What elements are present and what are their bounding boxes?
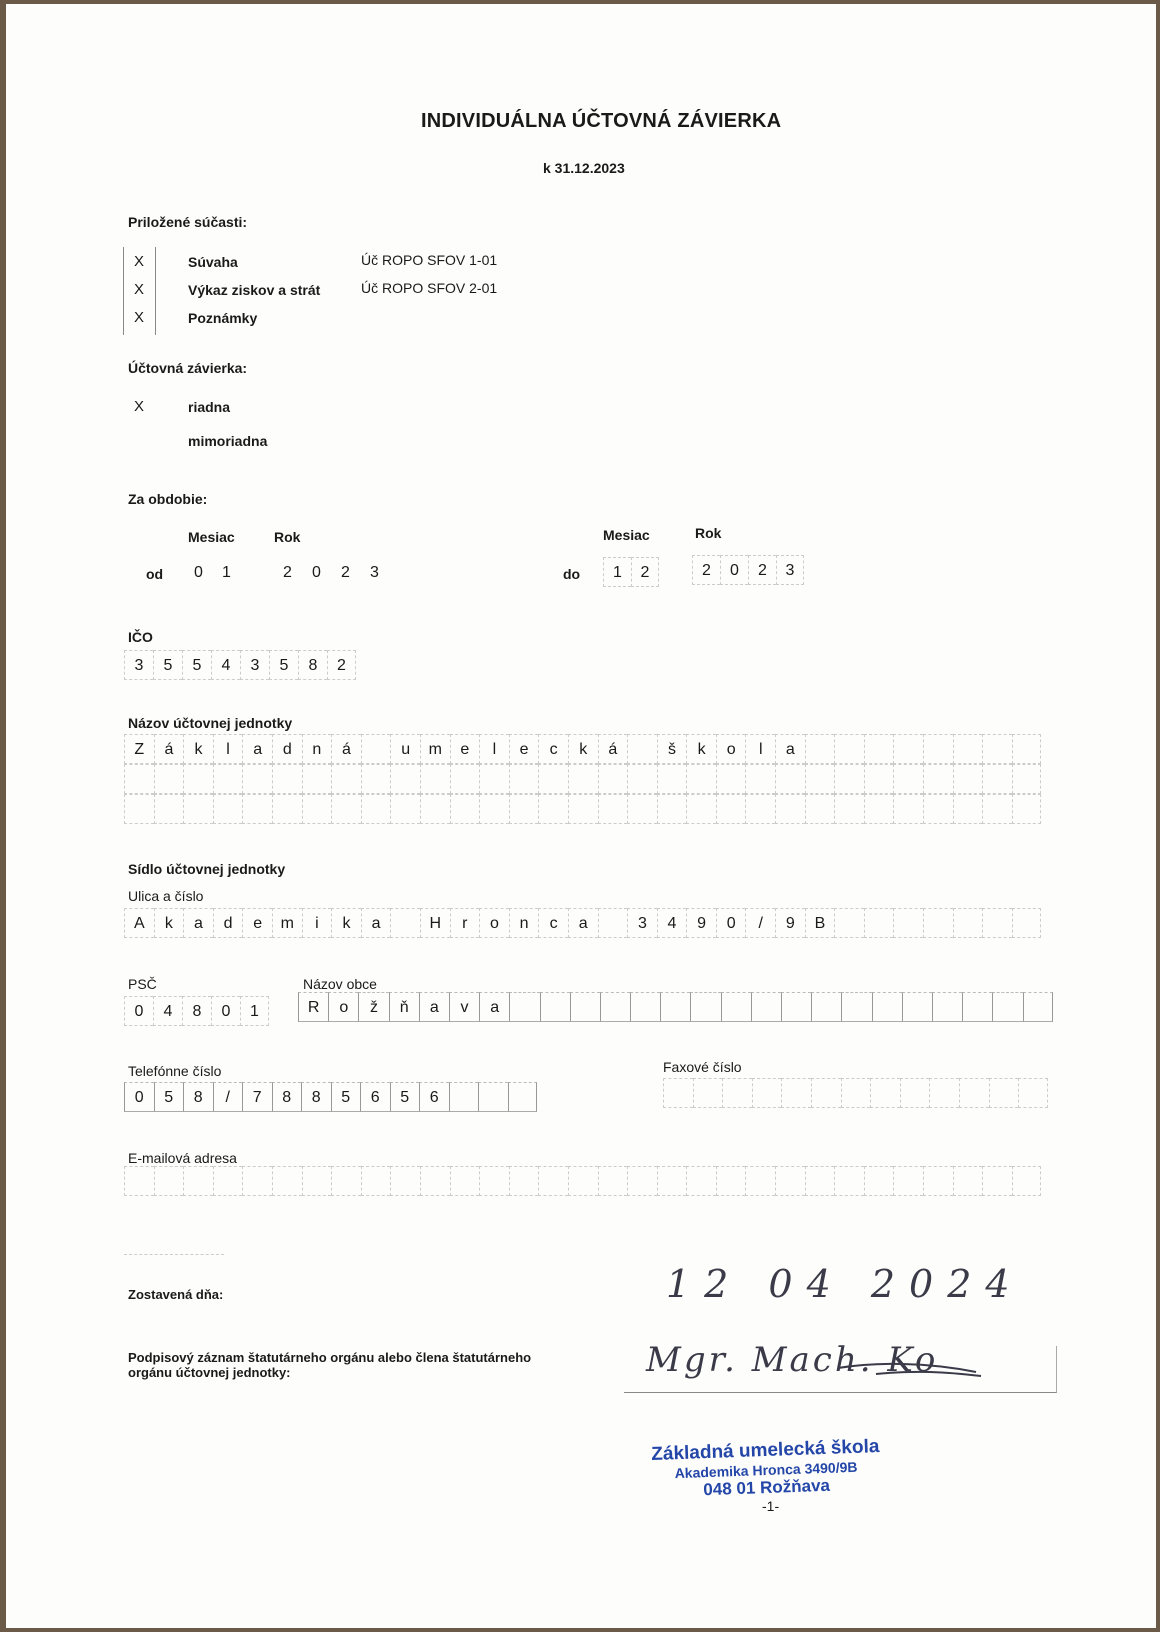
entity-name-cell[interactable] [775, 794, 805, 824]
entity-name-cell[interactable]: á [598, 734, 628, 764]
stamp-line-2: Akademika Hronca 3490/9B [674, 1458, 858, 1482]
entity-name-cell[interactable] [686, 764, 716, 794]
to-year-digit[interactable]: 2 [748, 555, 776, 585]
closing-label: Účtovná závierka: [128, 360, 248, 376]
street-cell[interactable] [923, 908, 953, 938]
entity-name-label: Názov účtovnej jednotky [128, 715, 293, 731]
entity-name-cell[interactable] [420, 794, 450, 824]
entity-name-cell[interactable] [745, 794, 775, 824]
ico-digit[interactable]: 5 [269, 650, 298, 680]
entity-name-cell[interactable]: n [302, 734, 332, 764]
street-cell[interactable]: r [450, 908, 480, 938]
psc-label: PSČ [128, 976, 157, 992]
entity-name-cell[interactable] [716, 764, 746, 794]
entity-name-cell[interactable] [538, 794, 568, 824]
attachment-code: Úč ROPO SFOV 1-01 [361, 252, 498, 268]
entity-name-cell[interactable] [893, 734, 923, 764]
entity-name-cell[interactable] [864, 794, 894, 824]
email-cell[interactable] [302, 1166, 332, 1196]
phone-cell[interactable]: 8 [183, 1082, 213, 1112]
city-cell[interactable]: ž [358, 992, 388, 1022]
phone-cell[interactable]: 5 [331, 1082, 361, 1112]
entity-name-cell[interactable]: d [272, 734, 302, 764]
fax-cell[interactable] [929, 1078, 959, 1108]
city-cell[interactable] [902, 992, 932, 1022]
city-cell[interactable]: a [479, 992, 509, 1022]
email-cell[interactable] [538, 1166, 568, 1196]
city-cell[interactable]: R [298, 992, 328, 1022]
entity-name-cell[interactable] [124, 764, 154, 794]
city-cell[interactable]: v [449, 992, 479, 1022]
city-cell[interactable] [509, 992, 539, 1022]
entity-name-cell[interactable] [627, 734, 657, 764]
entity-name-cell[interactable] [657, 794, 687, 824]
entity-name-cell[interactable] [361, 764, 391, 794]
city-cell[interactable] [630, 992, 660, 1022]
email-cell[interactable] [923, 1166, 953, 1196]
email-cell[interactable] [479, 1166, 509, 1196]
compiled-divider [124, 1254, 224, 1255]
street-cell[interactable]: a [361, 908, 391, 938]
city-cell[interactable]: a [419, 992, 449, 1022]
email-cell[interactable] [361, 1166, 391, 1196]
regular-label: riadna [188, 399, 231, 415]
entity-name-cell[interactable]: k [568, 734, 598, 764]
attachment-checkbox[interactable]: X [133, 253, 144, 270]
seat-label: Sídlo účtovnej jednotky [128, 861, 286, 877]
entity-name-cell[interactable]: á [154, 734, 184, 764]
street-cell[interactable] [864, 908, 894, 938]
entity-name-cell[interactable]: a [775, 734, 805, 764]
entity-name-row-2 [124, 764, 1041, 794]
email-cell[interactable] [183, 1166, 213, 1196]
entity-name-cell[interactable] [953, 794, 983, 824]
to-month-digit[interactable]: 1 [603, 557, 631, 587]
signature-label: Podpisový záznam štatutárneho orgánu alebo člena štatutárneho orgánu účtovnej jednotky: [128, 1350, 532, 1380]
to-year-grid [692, 555, 804, 585]
entity-name-cell[interactable] [124, 794, 154, 824]
entity-name-cell[interactable] [864, 764, 894, 794]
street-cell[interactable]: B [805, 908, 835, 938]
city-cell[interactable] [660, 992, 690, 1022]
email-cell[interactable] [509, 1166, 539, 1196]
from-year-digit[interactable]: 2 [341, 564, 350, 581]
psc-grid [124, 996, 269, 1026]
phone-grid [124, 1082, 537, 1112]
from-month-digit[interactable]: 0 [194, 564, 203, 581]
city-cell[interactable] [992, 992, 1022, 1022]
street-cell[interactable]: i [302, 908, 332, 938]
ico-digit[interactable]: 3 [240, 650, 269, 680]
street-cell[interactable] [982, 908, 1012, 938]
entity-name-cell[interactable] [361, 794, 391, 824]
psc-cell[interactable]: 1 [240, 996, 269, 1026]
street-cell[interactable] [390, 908, 420, 938]
email-cell[interactable] [893, 1166, 923, 1196]
entity-name-cell[interactable]: l [479, 734, 509, 764]
attachment-checkbox[interactable]: X [133, 309, 144, 326]
street-cell[interactable]: 9 [775, 908, 805, 938]
city-cell[interactable]: ň [389, 992, 419, 1022]
street-cell[interactable]: 9 [686, 908, 716, 938]
period-label: Za obdobie: [128, 491, 208, 507]
fax-cell[interactable] [841, 1078, 871, 1108]
street-cell[interactable]: k [154, 908, 184, 938]
entity-name-cell[interactable] [479, 764, 509, 794]
entity-name-cell[interactable] [982, 764, 1012, 794]
fax-cell[interactable] [811, 1078, 841, 1108]
city-cell[interactable] [600, 992, 630, 1022]
street-cell[interactable]: 4 [657, 908, 687, 938]
psc-cell[interactable]: 8 [182, 996, 211, 1026]
to-month-label: Mesiac [603, 527, 650, 543]
compiled-label: Zostavená dňa: [128, 1287, 224, 1302]
extraordinary-label: mimoriadna [188, 433, 268, 449]
entity-name-cell[interactable] [864, 734, 894, 764]
entity-name-cell[interactable] [509, 764, 539, 794]
email-cell[interactable] [242, 1166, 272, 1196]
email-cell[interactable] [982, 1166, 1012, 1196]
email-cell[interactable] [775, 1166, 805, 1196]
street-cell[interactable]: k [331, 908, 361, 938]
signature: Mgr. Mach. Ko [646, 1340, 939, 1380]
from-label: od [146, 566, 164, 582]
from-year-digit[interactable]: 3 [370, 564, 379, 581]
entity-name-cell[interactable] [479, 794, 509, 824]
email-cell[interactable] [450, 1166, 480, 1196]
email-cell[interactable] [213, 1166, 243, 1196]
entity-name-cell[interactable] [775, 764, 805, 794]
entity-name-cell[interactable]: k [686, 734, 716, 764]
fax-grid [663, 1078, 1048, 1108]
attachment-code: Úč ROPO SFOV 2-01 [361, 280, 498, 296]
entity-name-cell[interactable]: m [420, 734, 450, 764]
entity-name-cell[interactable]: e [509, 734, 539, 764]
phone-cell[interactable] [478, 1082, 508, 1112]
entity-name-cell[interactable] [598, 794, 628, 824]
entity-name-cell[interactable] [923, 794, 953, 824]
email-cell[interactable] [124, 1166, 154, 1196]
entity-name-cell[interactable]: a [242, 734, 272, 764]
phone-cell[interactable]: 5 [154, 1082, 184, 1112]
email-cell[interactable] [953, 1166, 983, 1196]
phone-cell[interactable]: 5 [390, 1082, 420, 1112]
fax-cell[interactable] [1018, 1078, 1048, 1108]
entity-name-cell[interactable] [834, 794, 864, 824]
entity-name-cell[interactable] [213, 794, 243, 824]
entity-name-row-1 [124, 734, 1041, 764]
entity-name-cell[interactable] [834, 764, 864, 794]
entity-name-cell[interactable] [213, 764, 243, 794]
entity-name-cell[interactable] [420, 764, 450, 794]
fax-cell[interactable] [663, 1078, 693, 1108]
to-year-digit[interactable]: 0 [720, 555, 748, 585]
to-year-digit[interactable]: 3 [776, 555, 804, 585]
entity-name-cell[interactable] [982, 734, 1012, 764]
city-cell[interactable] [1023, 992, 1053, 1022]
street-cell[interactable] [834, 908, 864, 938]
entity-name-cell[interactable] [686, 794, 716, 824]
to-year-digit[interactable]: 2 [692, 555, 720, 585]
street-cell[interactable]: c [538, 908, 568, 938]
entity-name-cell[interactable] [272, 764, 302, 794]
stamp-line-3: 048 01 Rožňava [703, 1475, 831, 1500]
fax-label: Faxové číslo [663, 1059, 742, 1075]
email-cell[interactable] [745, 1166, 775, 1196]
entity-name-cell[interactable] [657, 764, 687, 794]
fax-cell[interactable] [870, 1078, 900, 1108]
ico-digit[interactable]: 4 [211, 650, 240, 680]
entity-name-cell[interactable] [598, 764, 628, 794]
city-cell[interactable] [841, 992, 871, 1022]
phone-cell[interactable]: 6 [360, 1082, 390, 1112]
street-cell[interactable]: H [420, 908, 450, 938]
fax-cell[interactable] [900, 1078, 930, 1108]
street-cell[interactable] [1012, 908, 1042, 938]
from-year-digit[interactable]: 2 [283, 564, 292, 581]
street-cell[interactable]: e [242, 908, 272, 938]
entity-name-cell[interactable] [154, 764, 184, 794]
entity-name-cell[interactable] [893, 764, 923, 794]
entity-name-cell[interactable] [627, 764, 657, 794]
ico-digit[interactable]: 5 [153, 650, 182, 680]
attachment-checkbox[interactable]: X [133, 281, 144, 298]
psc-cell[interactable]: 0 [211, 996, 240, 1026]
street-cell[interactable]: m [272, 908, 302, 938]
entity-name-cell[interactable] [509, 794, 539, 824]
ico-digit[interactable]: 5 [182, 650, 211, 680]
phone-label: Telefónne číslo [128, 1063, 222, 1079]
entity-name-cell[interactable]: e [450, 734, 480, 764]
email-cell[interactable] [568, 1166, 598, 1196]
ico-digit[interactable]: 2 [327, 650, 356, 680]
phone-cell[interactable]: 6 [419, 1082, 449, 1112]
entity-name-cell[interactable] [242, 764, 272, 794]
compiled-date[interactable]: 12 04 2024 [666, 1262, 1024, 1306]
to-year-label: Rok [695, 525, 722, 541]
from-month-label: Mesiac [188, 529, 235, 545]
fax-cell[interactable] [781, 1078, 811, 1108]
city-cell[interactable] [751, 992, 781, 1022]
street-cell[interactable]: / [745, 908, 775, 938]
email-cell[interactable] [686, 1166, 716, 1196]
street-cell[interactable]: d [213, 908, 243, 938]
street-cell[interactable]: A [124, 908, 154, 938]
to-month-digit[interactable]: 2 [631, 557, 659, 587]
from-year-digit[interactable]: 0 [312, 564, 321, 581]
city-cell[interactable] [811, 992, 841, 1022]
street-label: Ulica a číslo [128, 888, 204, 904]
email-cell[interactable] [657, 1166, 687, 1196]
email-cell[interactable] [598, 1166, 628, 1196]
city-cell[interactable] [932, 992, 962, 1022]
entity-name-cell[interactable] [450, 764, 480, 794]
regular-checkbox[interactable]: X [133, 398, 144, 415]
document-page [6, 4, 1156, 1628]
entity-name-cell[interactable]: o [716, 734, 746, 764]
entity-name-cell[interactable] [331, 794, 361, 824]
entity-name-cell[interactable] [716, 794, 746, 824]
email-cell[interactable] [154, 1166, 184, 1196]
city-grid [298, 992, 1053, 1022]
entity-name-cell[interactable] [982, 794, 1012, 824]
ico-grid [124, 650, 356, 680]
city-cell[interactable] [872, 992, 902, 1022]
email-grid [124, 1166, 1041, 1196]
entity-name-cell[interactable]: l [745, 734, 775, 764]
street-cell[interactable]: o [479, 908, 509, 938]
email-cell[interactable] [1012, 1166, 1042, 1196]
entity-name-cell[interactable] [953, 734, 983, 764]
street-cell[interactable] [953, 908, 983, 938]
attachment-name: Súvaha [188, 254, 238, 270]
entity-name-cell[interactable] [361, 734, 391, 764]
phone-cell[interactable]: 8 [301, 1082, 331, 1112]
entity-name-cell[interactable] [183, 794, 213, 824]
entity-name-cell[interactable] [805, 734, 835, 764]
ico-digit[interactable]: 3 [124, 650, 153, 680]
entity-name-cell[interactable] [745, 764, 775, 794]
email-cell[interactable] [805, 1166, 835, 1196]
email-cell[interactable] [331, 1166, 361, 1196]
ico-label: IČO [128, 629, 153, 645]
city-cell[interactable] [690, 992, 720, 1022]
stamp-line-1: Základná umelecká škola [650, 1436, 880, 1465]
city-cell[interactable] [962, 992, 992, 1022]
entity-name-cell[interactable] [953, 764, 983, 794]
city-cell[interactable]: o [328, 992, 358, 1022]
fax-cell[interactable] [722, 1078, 752, 1108]
fax-cell[interactable] [693, 1078, 723, 1108]
fax-cell[interactable] [752, 1078, 782, 1108]
street-cell[interactable]: n [509, 908, 539, 938]
attachment-name: Výkaz ziskov a strát [188, 282, 321, 298]
attachment-name: Poznámky [188, 310, 258, 326]
phone-cell[interactable]: 0 [124, 1082, 154, 1112]
from-year-label: Rok [274, 529, 301, 545]
street-cell[interactable]: 3 [627, 908, 657, 938]
entity-name-cell[interactable] [1012, 794, 1042, 824]
email-cell[interactable] [420, 1166, 450, 1196]
entity-name-cell[interactable] [390, 794, 420, 824]
document-date: k 31.12.2023 [543, 160, 625, 176]
city-cell[interactable] [570, 992, 600, 1022]
street-cell[interactable]: a [183, 908, 213, 938]
psc-cell[interactable]: 4 [153, 996, 182, 1026]
entity-name-cell[interactable]: u [390, 734, 420, 764]
document-title: INDIVIDUÁLNA ÚČTOVNÁ ZÁVIERKA [421, 110, 782, 132]
email-label: E-mailová adresa [128, 1150, 237, 1166]
entity-name-cell[interactable] [1012, 764, 1042, 794]
street-grid [124, 908, 1041, 938]
signature-flourish [836, 1354, 986, 1384]
attachments-label: Priložené súčasti: [128, 214, 248, 230]
email-cell[interactable] [864, 1166, 894, 1196]
entity-name-cell[interactable] [627, 794, 657, 824]
entity-name-cell[interactable]: á [331, 734, 361, 764]
fax-cell[interactable] [989, 1078, 1019, 1108]
entity-name-cell[interactable]: š [657, 734, 687, 764]
phone-cell[interactable]: 7 [242, 1082, 272, 1112]
email-cell[interactable] [627, 1166, 657, 1196]
city-label: Názov obce [303, 976, 377, 992]
street-cell[interactable] [598, 908, 628, 938]
email-cell[interactable] [272, 1166, 302, 1196]
entity-name-cell[interactable] [568, 794, 598, 824]
email-cell[interactable] [834, 1166, 864, 1196]
psc-cell[interactable]: 0 [124, 996, 153, 1026]
entity-name-cell[interactable] [923, 734, 953, 764]
phone-cell[interactable] [508, 1082, 538, 1112]
entity-name-cell[interactable] [923, 764, 953, 794]
fax-cell[interactable] [959, 1078, 989, 1108]
phone-cell[interactable]: / [213, 1082, 243, 1112]
entity-name-cell[interactable]: k [183, 734, 213, 764]
email-cell[interactable] [390, 1166, 420, 1196]
entity-name-cell[interactable] [1012, 734, 1042, 764]
organization-stamp [645, 1436, 887, 1502]
entity-name-row-3 [124, 794, 1041, 824]
page-number: -1- [762, 1498, 780, 1514]
entity-name-cell[interactable] [538, 764, 568, 794]
phone-cell[interactable] [449, 1082, 479, 1112]
city-cell[interactable] [721, 992, 751, 1022]
street-cell[interactable]: 0 [716, 908, 746, 938]
to-label: do [563, 566, 581, 582]
entity-name-cell[interactable]: Z [124, 734, 154, 764]
entity-name-cell[interactable] [242, 794, 272, 824]
city-cell[interactable] [781, 992, 811, 1022]
attachments-right-border [155, 247, 156, 335]
entity-name-cell[interactable] [302, 794, 332, 824]
email-cell[interactable] [716, 1166, 746, 1196]
entity-name-cell[interactable] [805, 794, 835, 824]
entity-name-cell[interactable] [154, 794, 184, 824]
from-month-digit[interactable]: 1 [222, 564, 231, 581]
entity-name-cell[interactable] [568, 764, 598, 794]
entity-name-cell[interactable]: l [213, 734, 243, 764]
entity-name-cell[interactable] [272, 794, 302, 824]
entity-name-cell[interactable] [893, 794, 923, 824]
entity-name-cell[interactable] [390, 764, 420, 794]
entity-name-cell[interactable] [302, 764, 332, 794]
street-cell[interactable]: a [568, 908, 598, 938]
city-cell[interactable] [540, 992, 570, 1022]
ico-digit[interactable]: 8 [298, 650, 327, 680]
to-month-grid [603, 557, 659, 587]
street-cell[interactable] [893, 908, 923, 938]
entity-name-cell[interactable] [450, 794, 480, 824]
entity-name-cell[interactable] [183, 764, 213, 794]
entity-name-cell[interactable] [805, 764, 835, 794]
phone-cell[interactable]: 8 [272, 1082, 302, 1112]
entity-name-cell[interactable] [834, 734, 864, 764]
entity-name-cell[interactable] [331, 764, 361, 794]
entity-name-cell[interactable]: c [538, 734, 568, 764]
